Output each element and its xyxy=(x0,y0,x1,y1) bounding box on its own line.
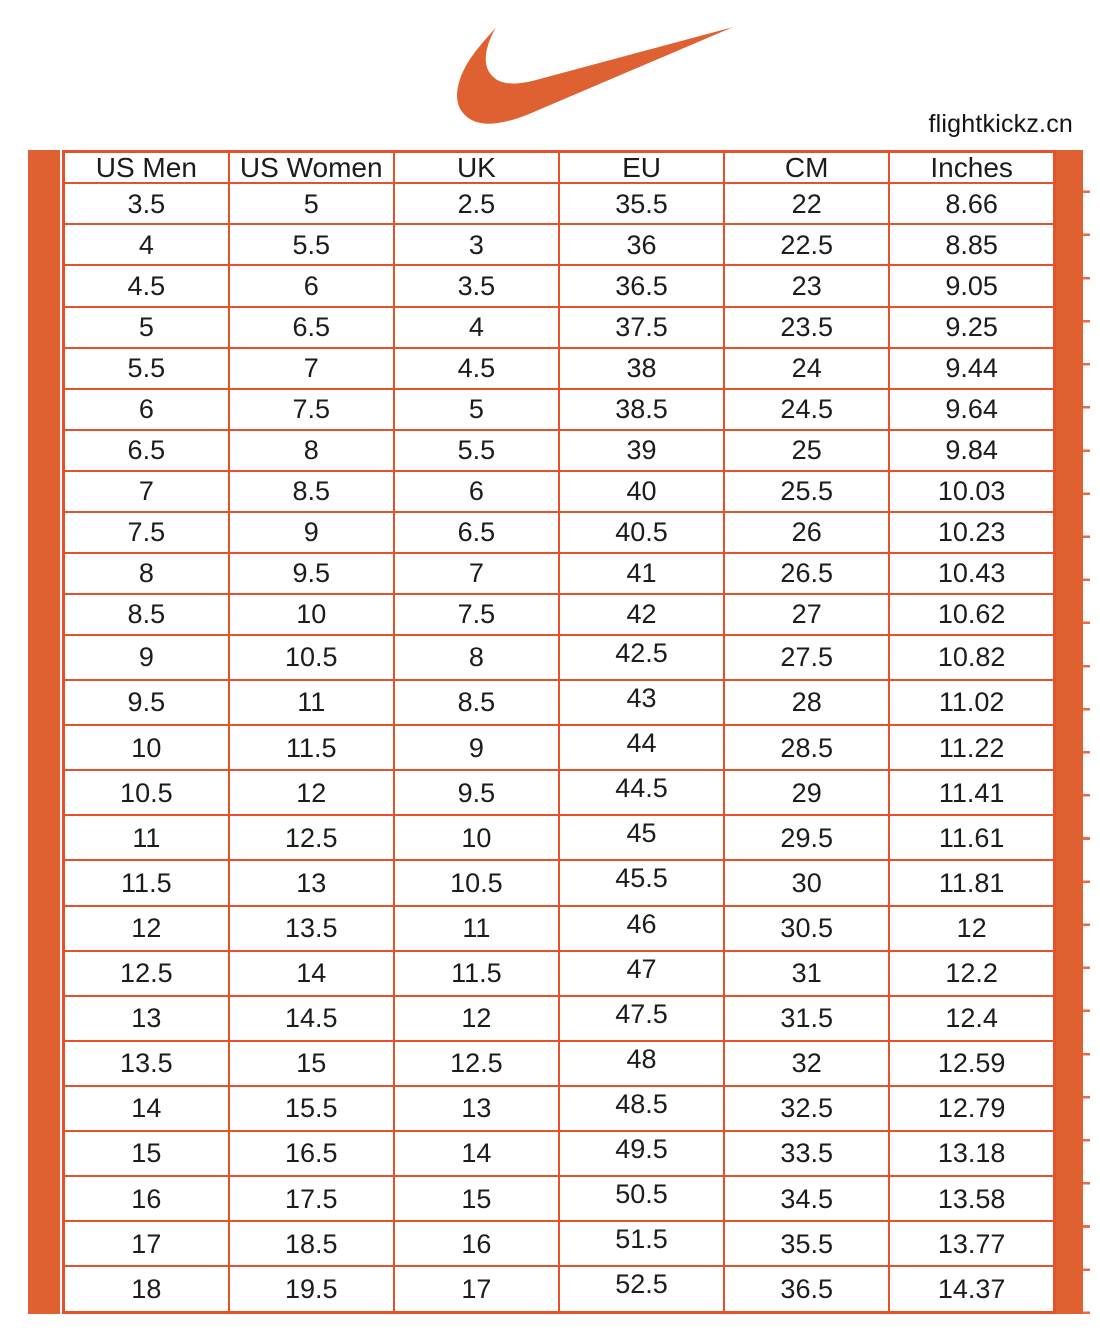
cell: 16.5 xyxy=(229,1131,394,1176)
right-accent-stripe xyxy=(1056,150,1083,1314)
cell: 9.64 xyxy=(889,389,1054,430)
cell: 13.77 xyxy=(889,1221,1054,1266)
cell: 15 xyxy=(394,1176,559,1221)
cell: 22.5 xyxy=(724,224,889,265)
cell: 13 xyxy=(229,860,394,905)
cell: 18.5 xyxy=(229,1221,394,1266)
cell: 11 xyxy=(64,815,229,860)
cell: 5.5 xyxy=(229,224,394,265)
cell: 9 xyxy=(64,635,229,680)
cell: 47.5 xyxy=(559,996,724,1041)
cell: 33.5 xyxy=(724,1131,889,1176)
cell: 10.82 xyxy=(889,635,1054,680)
cell: 9 xyxy=(229,512,394,553)
cell: 11.81 xyxy=(889,860,1054,905)
cell: 26 xyxy=(724,512,889,553)
cell: 11.61 xyxy=(889,815,1054,860)
cell: 8.5 xyxy=(64,594,229,635)
cell: 22 xyxy=(724,183,889,224)
cell: 45 xyxy=(559,815,724,860)
cell: 9 xyxy=(394,725,559,770)
column-header: US Women xyxy=(229,152,394,184)
cell: 9.25 xyxy=(889,307,1054,348)
table-body xyxy=(64,183,1055,1312)
cell: 7.5 xyxy=(64,512,229,553)
table-row xyxy=(64,996,1055,1041)
cell: 13.5 xyxy=(64,1041,229,1086)
cell: 9.5 xyxy=(229,553,394,594)
cell: 23 xyxy=(724,265,889,306)
cell: 24 xyxy=(724,348,889,389)
cell: 17 xyxy=(394,1266,559,1312)
cell: 7.5 xyxy=(394,594,559,635)
cell: 15 xyxy=(229,1041,394,1086)
cell: 44 xyxy=(559,725,724,770)
row-tick-marks xyxy=(1083,150,1090,1314)
cell: 31.5 xyxy=(724,996,889,1041)
cell: 42 xyxy=(559,594,724,635)
cell: 5.5 xyxy=(394,430,559,471)
cell: 25 xyxy=(724,430,889,471)
cell: 12 xyxy=(64,906,229,951)
cell: 12.5 xyxy=(229,815,394,860)
cell: 11.22 xyxy=(889,725,1054,770)
cell: 27.5 xyxy=(724,635,889,680)
cell: 13 xyxy=(64,996,229,1041)
cell: 50.5 xyxy=(559,1176,724,1221)
cell: 23.5 xyxy=(724,307,889,348)
cell: 12.5 xyxy=(394,1041,559,1086)
cell: 12 xyxy=(229,770,394,815)
cell: 2.5 xyxy=(394,183,559,224)
cell: 4 xyxy=(394,307,559,348)
cell: 6.5 xyxy=(229,307,394,348)
table-row xyxy=(64,770,1055,815)
cell: 11.5 xyxy=(229,725,394,770)
cell: 25.5 xyxy=(724,471,889,512)
table-row xyxy=(64,1221,1055,1266)
cell: 11 xyxy=(229,680,394,725)
cell: 12.59 xyxy=(889,1041,1054,1086)
left-accent-stripe xyxy=(28,150,60,1314)
table-row xyxy=(64,389,1055,430)
table-row xyxy=(64,815,1055,860)
cell: 5 xyxy=(64,307,229,348)
cell: 37.5 xyxy=(559,307,724,348)
cell: 9.84 xyxy=(889,430,1054,471)
cell: 12.4 xyxy=(889,996,1054,1041)
cell: 6 xyxy=(394,471,559,512)
cell: 30 xyxy=(724,860,889,905)
table-row xyxy=(64,860,1055,905)
cell: 13 xyxy=(394,1086,559,1131)
cell: 30.5 xyxy=(724,906,889,951)
cell: 45.5 xyxy=(559,860,724,905)
cell: 13.58 xyxy=(889,1176,1054,1221)
table-row xyxy=(64,1266,1055,1312)
table-row xyxy=(64,1176,1055,1221)
table-row xyxy=(64,471,1055,512)
nike-swoosh-icon xyxy=(455,26,735,126)
table-row xyxy=(64,265,1055,306)
cell: 9.05 xyxy=(889,265,1054,306)
table-row xyxy=(64,553,1055,594)
cell: 17 xyxy=(64,1221,229,1266)
cell: 29.5 xyxy=(724,815,889,860)
cell: 48 xyxy=(559,1041,724,1086)
cell: 14.37 xyxy=(889,1266,1054,1312)
cell: 12.79 xyxy=(889,1086,1054,1131)
cell: 4.5 xyxy=(64,265,229,306)
cell: 6.5 xyxy=(64,430,229,471)
table-row xyxy=(64,1131,1055,1176)
table-row xyxy=(64,512,1055,553)
cell: 15 xyxy=(64,1131,229,1176)
cell: 49.5 xyxy=(559,1131,724,1176)
cell: 7 xyxy=(64,471,229,512)
cell: 8.66 xyxy=(889,183,1054,224)
cell: 24.5 xyxy=(724,389,889,430)
cell: 9.5 xyxy=(394,770,559,815)
cell: 11.5 xyxy=(64,860,229,905)
cell: 48.5 xyxy=(559,1086,724,1131)
cell: 8 xyxy=(394,635,559,680)
cell: 29 xyxy=(724,770,889,815)
table-row xyxy=(64,183,1055,224)
cell: 38 xyxy=(559,348,724,389)
table-row xyxy=(64,906,1055,951)
table-row xyxy=(64,951,1055,996)
cell: 12 xyxy=(394,996,559,1041)
cell: 9.5 xyxy=(64,680,229,725)
table-row xyxy=(64,307,1055,348)
cell: 14.5 xyxy=(229,996,394,1041)
cell: 10.5 xyxy=(64,770,229,815)
column-header: CM xyxy=(724,152,889,184)
cell: 28 xyxy=(724,680,889,725)
cell: 36 xyxy=(559,224,724,265)
cell: 15.5 xyxy=(229,1086,394,1131)
cell: 6 xyxy=(64,389,229,430)
cell: 38.5 xyxy=(559,389,724,430)
cell: 51.5 xyxy=(559,1221,724,1266)
cell: 7 xyxy=(394,553,559,594)
cell: 28.5 xyxy=(724,725,889,770)
cell: 11.02 xyxy=(889,680,1054,725)
cell: 10.5 xyxy=(394,860,559,905)
cell: 4.5 xyxy=(394,348,559,389)
cell: 9.44 xyxy=(889,348,1054,389)
cell: 8.5 xyxy=(229,471,394,512)
cell: 10 xyxy=(394,815,559,860)
cell: 8 xyxy=(229,430,394,471)
table-row xyxy=(64,348,1055,389)
cell: 40 xyxy=(559,471,724,512)
column-header: US Men xyxy=(64,152,229,184)
cell: 10.62 xyxy=(889,594,1054,635)
cell: 17.5 xyxy=(229,1176,394,1221)
cell: 35.5 xyxy=(724,1221,889,1266)
cell: 41 xyxy=(559,553,724,594)
cell: 44.5 xyxy=(559,770,724,815)
cell: 10.5 xyxy=(229,635,394,680)
cell: 8.5 xyxy=(394,680,559,725)
cell: 19.5 xyxy=(229,1266,394,1312)
cell: 13.5 xyxy=(229,906,394,951)
table-row xyxy=(64,725,1055,770)
cell: 12.2 xyxy=(889,951,1054,996)
table-row xyxy=(64,1041,1055,1086)
cell: 5.5 xyxy=(64,348,229,389)
cell: 11 xyxy=(394,906,559,951)
cell: 32 xyxy=(724,1041,889,1086)
table-row xyxy=(64,1086,1055,1131)
cell: 46 xyxy=(559,906,724,951)
cell: 16 xyxy=(394,1221,559,1266)
cell: 40.5 xyxy=(559,512,724,553)
cell: 6 xyxy=(229,265,394,306)
cell: 4 xyxy=(64,224,229,265)
cell: 36.5 xyxy=(724,1266,889,1312)
cell: 39 xyxy=(559,430,724,471)
cell: 43 xyxy=(559,680,724,725)
cell: 16 xyxy=(64,1176,229,1221)
column-header: UK xyxy=(394,152,559,184)
cell: 10.23 xyxy=(889,512,1054,553)
cell: 8 xyxy=(64,553,229,594)
cell: 11.5 xyxy=(394,951,559,996)
table-row xyxy=(64,635,1055,680)
cell: 13.18 xyxy=(889,1131,1054,1176)
table-row xyxy=(64,430,1055,471)
table-row xyxy=(64,224,1055,265)
cell: 7 xyxy=(229,348,394,389)
cell: 12.5 xyxy=(64,951,229,996)
cell: 42.5 xyxy=(559,635,724,680)
cell: 5 xyxy=(229,183,394,224)
cell: 14 xyxy=(394,1131,559,1176)
cell: 35.5 xyxy=(559,183,724,224)
table-row xyxy=(64,594,1055,635)
cell: 36.5 xyxy=(559,265,724,306)
cell: 47 xyxy=(559,951,724,996)
cell: 52.5 xyxy=(559,1266,724,1312)
cell: 10 xyxy=(229,594,394,635)
size-conversion-table xyxy=(62,150,1056,1314)
table-row xyxy=(64,680,1055,725)
cell: 34.5 xyxy=(724,1176,889,1221)
cell: 10.43 xyxy=(889,553,1054,594)
cell: 26.5 xyxy=(724,553,889,594)
cell: 8.85 xyxy=(889,224,1054,265)
column-header: EU xyxy=(559,152,724,184)
cell: 5 xyxy=(394,389,559,430)
header-row xyxy=(64,152,1055,184)
cell: 3.5 xyxy=(64,183,229,224)
column-header: Inches xyxy=(889,152,1054,184)
cell: 12 xyxy=(889,906,1054,951)
cell: 14 xyxy=(64,1086,229,1131)
cell: 11.41 xyxy=(889,770,1054,815)
cell: 10.03 xyxy=(889,471,1054,512)
cell: 3 xyxy=(394,224,559,265)
cell: 6.5 xyxy=(394,512,559,553)
cell: 32.5 xyxy=(724,1086,889,1131)
watermark-text: flightkickz.cn xyxy=(928,110,1073,138)
cell: 10 xyxy=(64,725,229,770)
cell: 3.5 xyxy=(394,265,559,306)
cell: 31 xyxy=(724,951,889,996)
cell: 27 xyxy=(724,594,889,635)
cell: 7.5 xyxy=(229,389,394,430)
cell: 14 xyxy=(229,951,394,996)
cell: 18 xyxy=(64,1266,229,1312)
